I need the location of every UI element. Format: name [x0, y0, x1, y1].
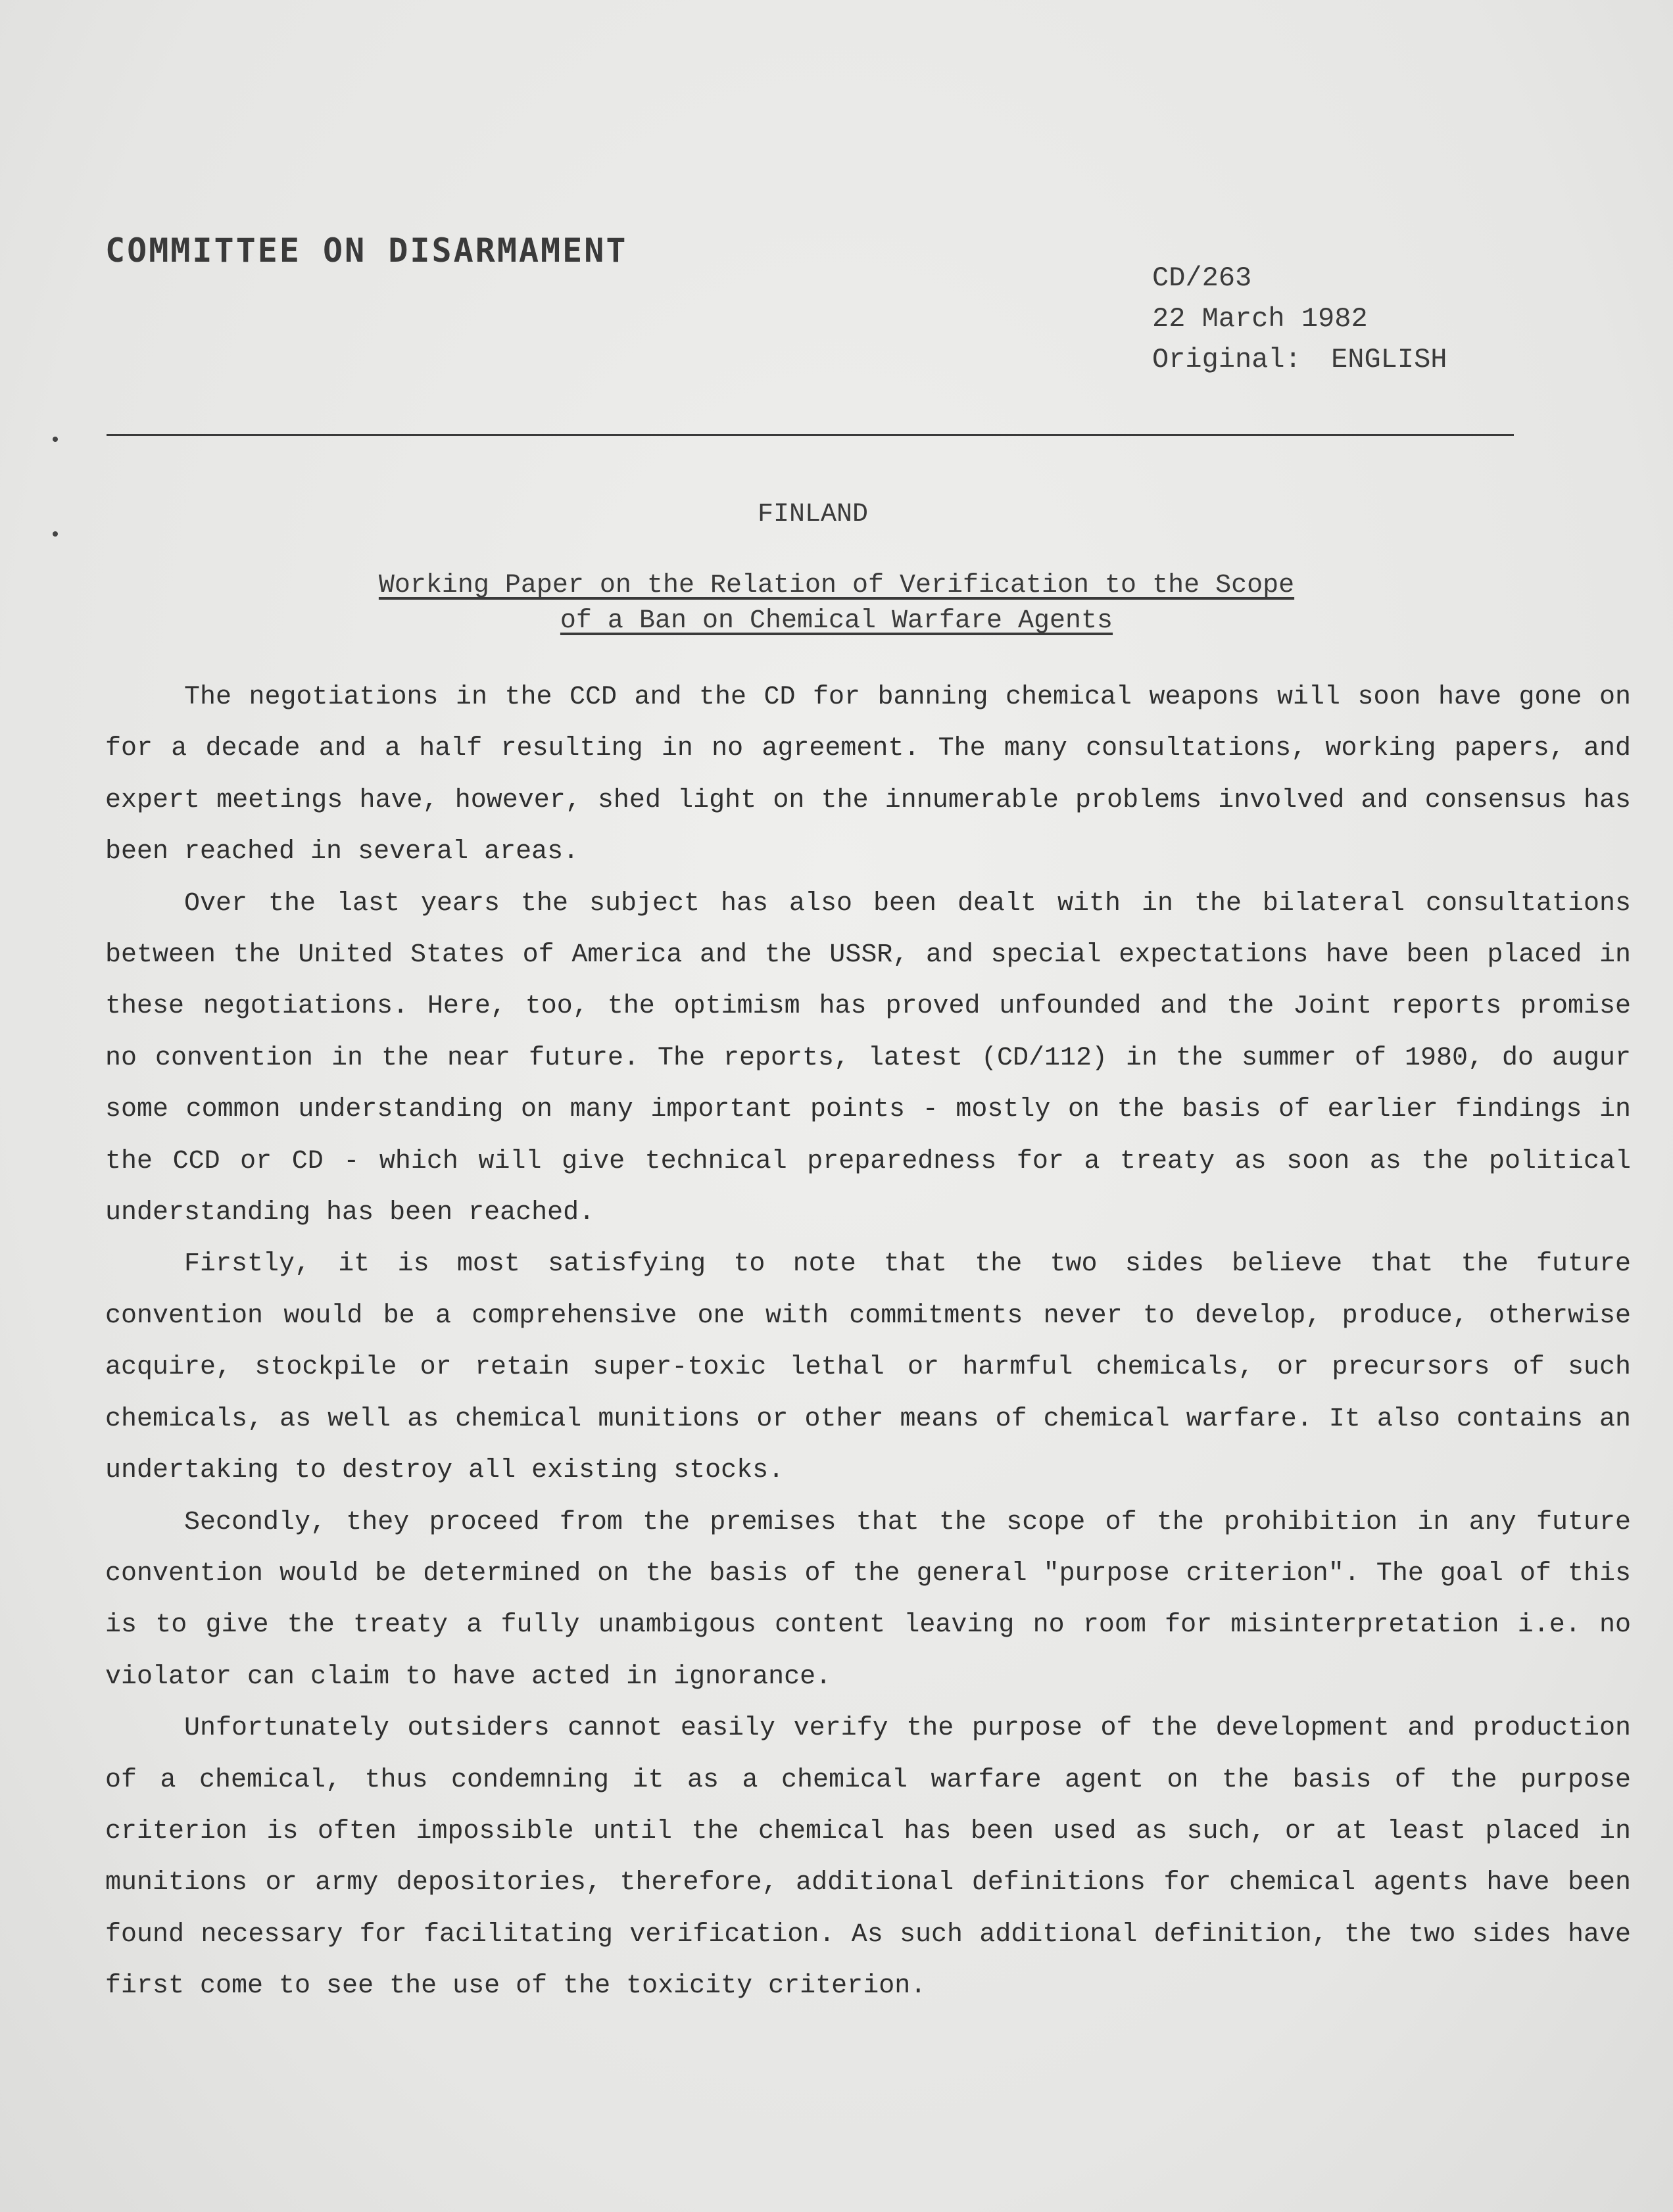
margin-mark: [53, 531, 58, 537]
document-date: 22 March 1982: [1152, 303, 1368, 335]
body-text: [105, 672, 1631, 2013]
country-name: FINLAND: [758, 500, 869, 529]
original-language: [1152, 339, 1447, 380]
paper-title-line-1: Working Paper on the Relation of Verification to the Scope: [378, 571, 1295, 600]
paragraph-3: Firstly, it is most satisfying to note that the two sides believe that the future convention would be a comprehensive one with commitments never to develop, produce, otherwise acquire, stockpile or retain super-toxic lethal or harmful chemicals, or precursors of such chemicals, as well as chemical munitions or other means of chemical warfare. It also contains an undertaking to destroy all existing stocks.: [105, 1249, 1631, 1486]
document-reference: [1152, 258, 1447, 380]
committee-heading: COMMITTEE ON DISARMAMENT: [105, 231, 628, 270]
header-divider: [107, 434, 1514, 436]
paragraph-2: Over the last years the subject has also been dealt with in the bilateral consultations between the United States of America and the USSR, and special expectations have been placed in these negotiations. Here, too, the optimism has proved unfounded and the Joint reports promise no convention in the near future. The reports, latest (CD/112) in the summer of 1980, do augur some common understanding on many important points - mostly on the basis of earlier findings in the CCD or CD - which will give technical preparedness for a treaty as soon as the political understanding has been reached.: [105, 888, 1631, 1228]
document-number: CD/263: [1152, 262, 1252, 294]
original-label: Original:: [1152, 344, 1301, 375]
paragraph-4: Secondly, they proceed from the premises that the scope of the prohibition in any future convention would be determined on the basis of the general "purpose criterion". The goal of this is to give the treaty a fully unambigous content leaving no room for misinterpretation i.e. no violator can claim to have acted in ignorance.: [105, 1507, 1631, 1692]
original-value: ENGLISH: [1331, 344, 1447, 375]
paragraph-1: The negotiations in the CCD and the CD for banning chemical weapons will soon have gone on for a decade and a half resulting in no agreement. The many consultations, working papers, and expert meetings have, however, shed light on the innumerable problems involved and consensus has been reached in several areas.: [105, 683, 1631, 867]
margin-mark: [53, 437, 58, 442]
paper-title-line-2: of a Ban on Chemical Warfare Agents: [560, 606, 1113, 636]
paragraph-5: Unfortunately outsiders cannot easily verify the purpose of the development and production of a chemical, thus condemning it as a chemical warfare agent on the basis of the purpose criterion is often impossible until the chemical has been used as such, or at least placed in munitions or army depositories, therefore, additional definitions for chemical agents have been found necessary for facilitating verification. As such additional definition, the two sides have first come to see the use of the toxicity criterion.: [105, 1714, 1631, 2002]
